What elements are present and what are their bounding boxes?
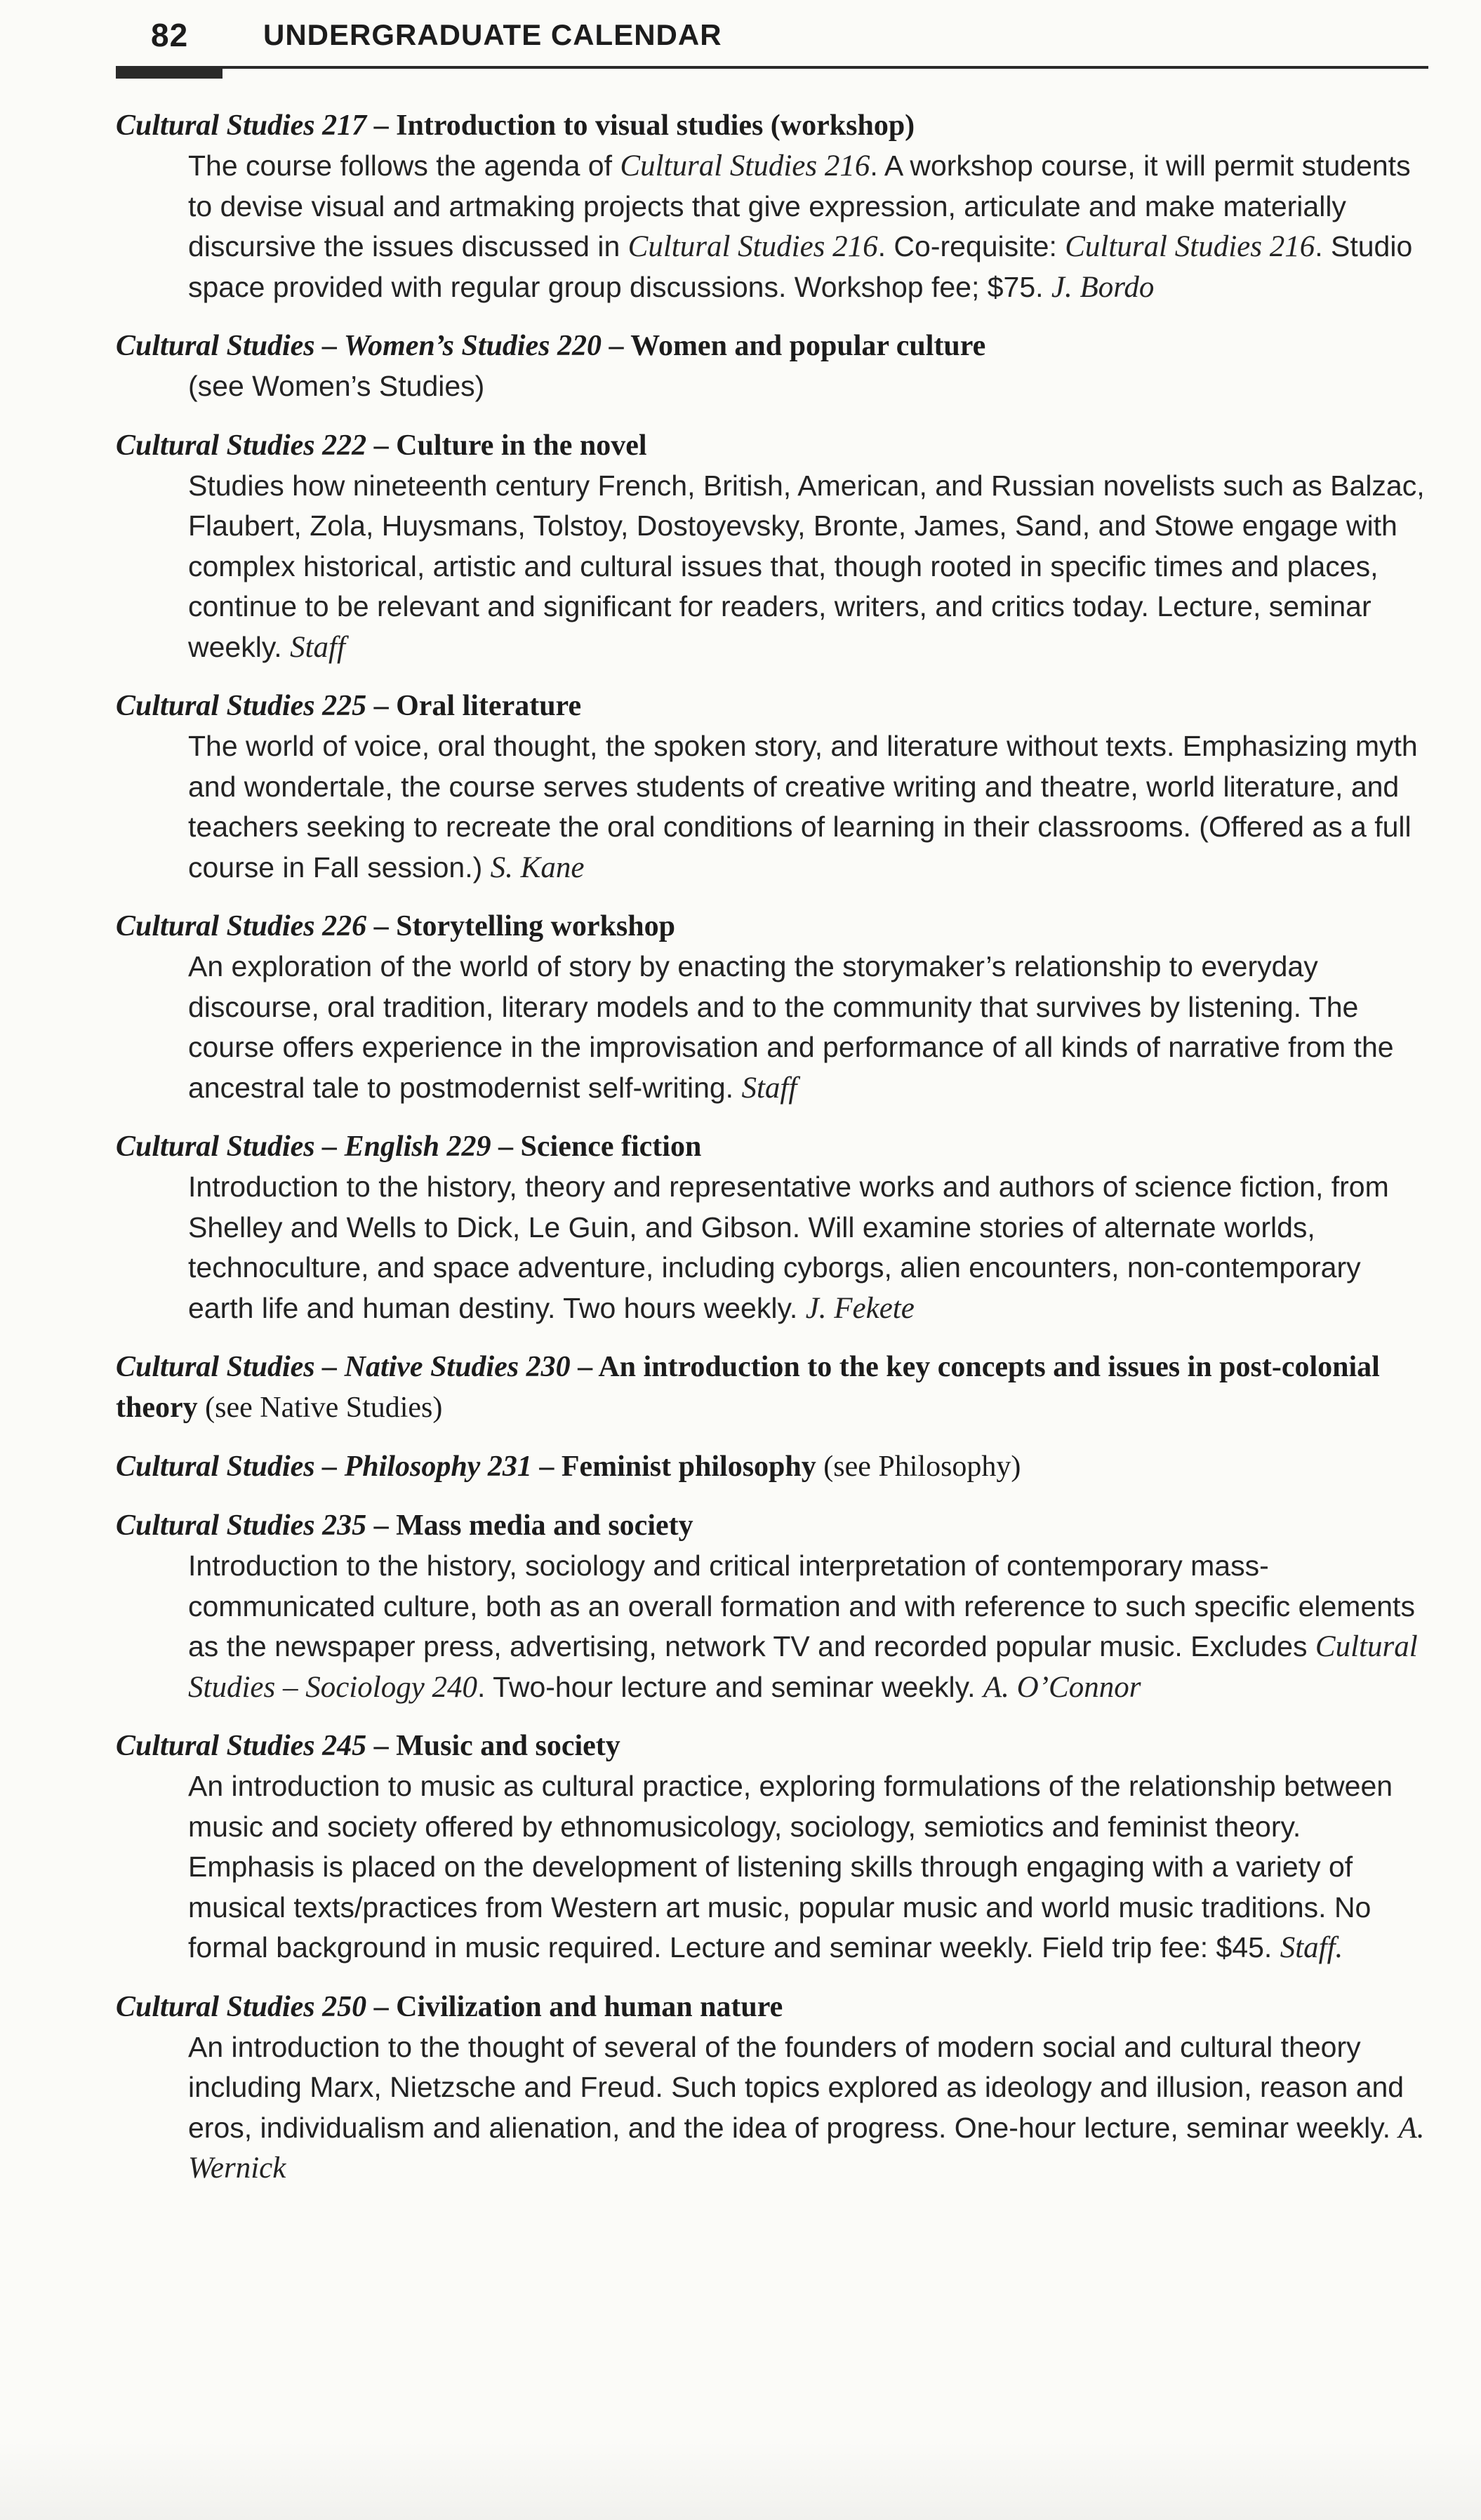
description-text: . A workshop course, it will permit students to devise visual and artmaking projects that give expression, articulate and make materially discursive the issues discussed in [188,149,1411,262]
description-text: (see Women’s Studies) [188,370,485,402]
heading-separator: – [366,1509,397,1542]
course-title: Introduction to visual studies (workshop) [396,109,915,142]
course-code: Cultural Studies – Native Studies 230 [116,1351,571,1383]
description-text: An exploration of the world of story by enacting the storymaker’s relationship to everyday discourse, oral tradition, literary models and to the community that survives by listening. The course offers experience in the improvisation and performance of all kinds of narrative from the ancestral tale to postmodernist self-writing. [188,950,1394,1104]
heading-separator: – [366,109,397,142]
italic-text: Cultural Studies 216 [1065,230,1315,263]
course-code: Cultural Studies – English 229 [116,1131,491,1163]
course-code: Cultural Studies 250 [116,1990,367,2023]
course-code: Cultural Studies 235 [116,1509,367,1542]
course-entry [116,1126,1428,1328]
heading-separator: – [491,1131,521,1163]
course-description [116,2027,1428,2189]
course-code: Cultural Studies 245 [116,1730,367,1762]
description-text: . Studio space provided with regular group discussions. Workshop fee; $75. [188,230,1413,303]
description-text: The course follows the agenda of [188,149,620,182]
italic-text: Cultural Studies 216 [627,230,878,263]
italic-text: Staff [290,630,345,664]
course-heading [116,686,1428,726]
course-title: Oral literature [396,690,582,722]
course-heading [116,1347,1428,1428]
course-code: Cultural Studies – Philosophy 231 [116,1451,532,1483]
course-description [116,1546,1428,1707]
course-description [116,366,1428,407]
course-title: Mass media and society [396,1509,693,1542]
heading-separator: – [366,690,397,722]
heading-separator: – [366,1990,397,2023]
course-heading [116,906,1428,947]
italic-text: Cultural Studies 216 [620,149,870,182]
course-description [116,726,1428,888]
heading-separator: – [602,330,631,362]
page-number: 82 [151,17,189,53]
description-text: Introduction to the history, sociology and critical interpretation of contemporary mass-communicated culture, both as an overall formation and with reference to such specific elements as the newspaper press, advertising, network TV and recorded popular music. Excludes [188,1549,1415,1662]
italic-text: Staff [741,1071,797,1105]
course-entry [116,1987,1428,2189]
cross-reference: (see Philosophy) [816,1451,1021,1483]
course-description [116,1167,1428,1328]
course-description [116,947,1428,1108]
course-heading [116,425,1428,466]
course-entry [116,1446,1428,1487]
course-title: Culture in the novel [396,429,647,462]
course-entry [116,686,1428,888]
heading-separator: – [366,429,397,462]
course-title: Feminist philosophy [561,1451,816,1483]
course-title: Civilization and human nature [396,1990,783,2023]
course-heading [116,1726,1428,1766]
course-heading [116,105,1428,146]
running-title: UNDERGRADUATE CALENDAR [263,18,722,51]
course-entry [116,1347,1428,1428]
italic-text: Cultural Studies – Sociology 240 [188,1630,1418,1704]
header-rule [116,66,1428,69]
course-title: Science fiction [520,1131,702,1163]
course-heading [116,1126,1428,1167]
course-entry [116,906,1428,1108]
description-text: Introduction to the history, theory and representative works and authors of science fiction, from Shelley and Wells to Dick, Le Guin, and Gibson. Will examine stories of alternate worlds, technoculture, and space adventure, including cyborgs, alien encounters, non-contemporary earth life and human destiny. Two hours weekly. [188,1171,1389,1324]
course-description [116,1766,1428,1968]
course-code: Cultural Studies 217 [116,109,367,142]
heading-separator: – [570,1351,599,1383]
page-header [116,13,1428,69]
course-description [116,466,1428,668]
header-rule-accent [116,66,223,79]
italic-text: J. Bordo [1051,270,1155,304]
course-code: Cultural Studies 225 [116,690,367,722]
description-text: Studies how nineteenth century French, British, American, and Russian novelists such as Balzac, Flaubert, Zola, Huysmans, Tolstoy, Dostoyevsky, Bronte, James, Sand, and Stowe engage with complex historical, artistic and cultural issues that, though rooted in specific times and places, continue to be relevant and significant for readers, writers, and critics today. Lecture, seminar weekly. [188,469,1425,663]
page-bottom-edge [0,2442,1481,2520]
course-title: Women and popular culture [630,330,986,362]
description-text: An introduction to music as cultural practice, exploring formulations of the relationship between music and society offered by ethnomusicology, sociology, semiotics and feminist theory. Emphasis is placed on the development of listening skills through engaging with a variety of musical texts/practices from Western art music, popular music and world music traditions. No formal background in music required. Lecture and seminar weekly. Field trip fee: $45. [188,1770,1393,1964]
italic-text: J. Fekete [805,1291,915,1325]
course-entry [116,1726,1428,1968]
description-text: The world of voice, oral thought, the spoken story, and literature without texts. Emphasizing myth and wondertale, the course serves students of creative writing and theatre, world literature, and teachers seeking to recreate the oral conditions of learning in their classrooms. (Offered as a full course in Fall session.) [188,730,1418,884]
heading-separator: – [366,910,397,942]
course-heading [116,1987,1428,2027]
course-code: Cultural Studies 222 [116,429,367,462]
heading-separator: – [366,1730,397,1762]
italic-text: Staff. [1280,1931,1343,1964]
description-text: . Two-hour lecture and seminar weekly. [477,1670,983,1703]
course-entry [116,105,1428,307]
course-heading [116,1505,1428,1546]
course-entry [116,1505,1428,1707]
italic-text: A. O’Connor [983,1670,1141,1704]
course-title: An introduction to the key concepts and issues in post-colonial theory [116,1351,1380,1424]
description-text: . Co-requisite: [877,230,1065,262]
cross-reference: (see Native Studies) [197,1392,443,1424]
course-code: Cultural Studies 226 [116,910,367,942]
description-text: An introduction to the thought of several of the founders of modern social and cultural theory including Marx, Nietzsche and Freud. Such topics explored as ideology and illusion, reason and eros, individualism and alienation, and the idea of progress. One-hour lecture, seminar weekly. [188,2030,1404,2144]
course-entry [116,425,1428,668]
italic-text: S. Kane [490,851,585,884]
heading-separator: – [531,1451,562,1483]
course-heading [116,1446,1428,1487]
course-list [116,105,1428,2207]
course-heading [116,326,1428,366]
course-title: Storytelling workshop [396,910,675,942]
course-code: Cultural Studies – Women’s Studies 220 [116,330,602,362]
course-title: Music and society [396,1730,620,1762]
course-description [116,146,1428,307]
course-entry [116,326,1428,407]
italic-text: A. Wernick [188,2111,1425,2185]
